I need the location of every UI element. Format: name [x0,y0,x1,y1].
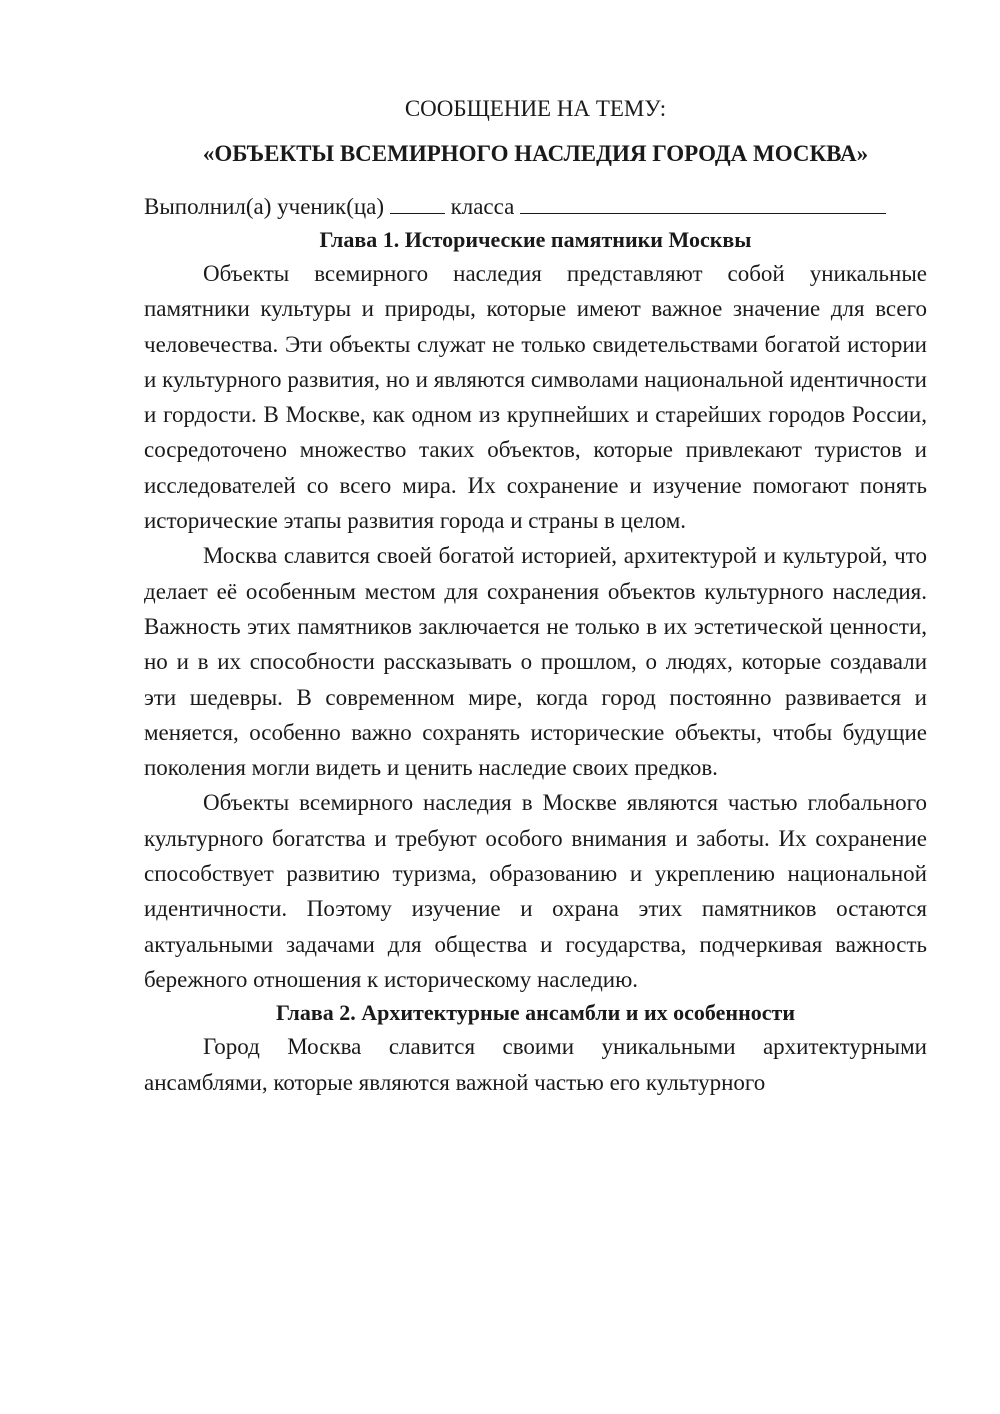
chapter-1-paragraph-2: Москва славится своей богатой историей, архитектурой и культурой, что делает её особенным местом для сохранения объектов культурного наследия. Важность этих памятников заключается не только в их эстетической ценности, но и в их способности рассказывать о прошлом, о людях, которые создавали эти шедевры. В современном мире, когда город постоянно развивается и меняется, особенно важно сохранять исторические объекты, чтобы будущие поколения могли видеть и ценить наследие своих предков. [144,543,927,781]
chapter-1-paragraph-1: Объекты всемирного наследия представляют собой уникальные памятники культуры и природы, которые имеют важное значение для всего человечества. Эти объекты служат не только свидетельствами богатой истории и культурного развития, но и являются символами национальной идентичности и гордости. В Москве, как одном из крупнейших и старейших городов России, сосредоточено множество таких объектов, которые привлекают туристов и исследователей со всего мира. Их сохранение и изучение помогают понять исторические этапы развития города и страны в целом. [144,261,927,534]
document-title-line-2: «ОБЪЕКТЫ ВСЕМИРНОГО НАСЛЕДИЯ ГОРОДА МОСКВА» [202,141,869,166]
chapter-2-heading: Глава 2. Архитектурные ансамбли и их особенности [275,1000,795,1026]
document-title-line-1: СООБЩЕНИЕ НА ТЕМУ: [404,96,667,121]
chapter-1-heading: Глава 1. Исторические памятники Москвы [319,227,752,252]
chapter-1-paragraph-3: Объекты всемирного наследия в Москве являются частью глобального культурного богатства и требуют особого внимания и заботы. Их сохранение способствует развитию туризма, образованию и укреплению национальной идентичности. Поэтому изучение и охрана этих памятников остаются актуальными задачами для общества и государства, подчеркивая важность бережного отношения к историческому наследию. [144,790,927,992]
document-page [144,92,927,1100]
class-label: класса [450,194,515,219]
grade-blank-field [390,191,445,214]
author-signature-line [144,190,927,224]
name-blank-field [520,191,886,214]
performed-by-label: Выполнил(а) ученик(ца) [144,194,385,219]
chapter-2-paragraph-1: Город Москва славится своими уникальными архитектурными ансамблями, которые являются важной частью его культурного [144,1034,927,1095]
